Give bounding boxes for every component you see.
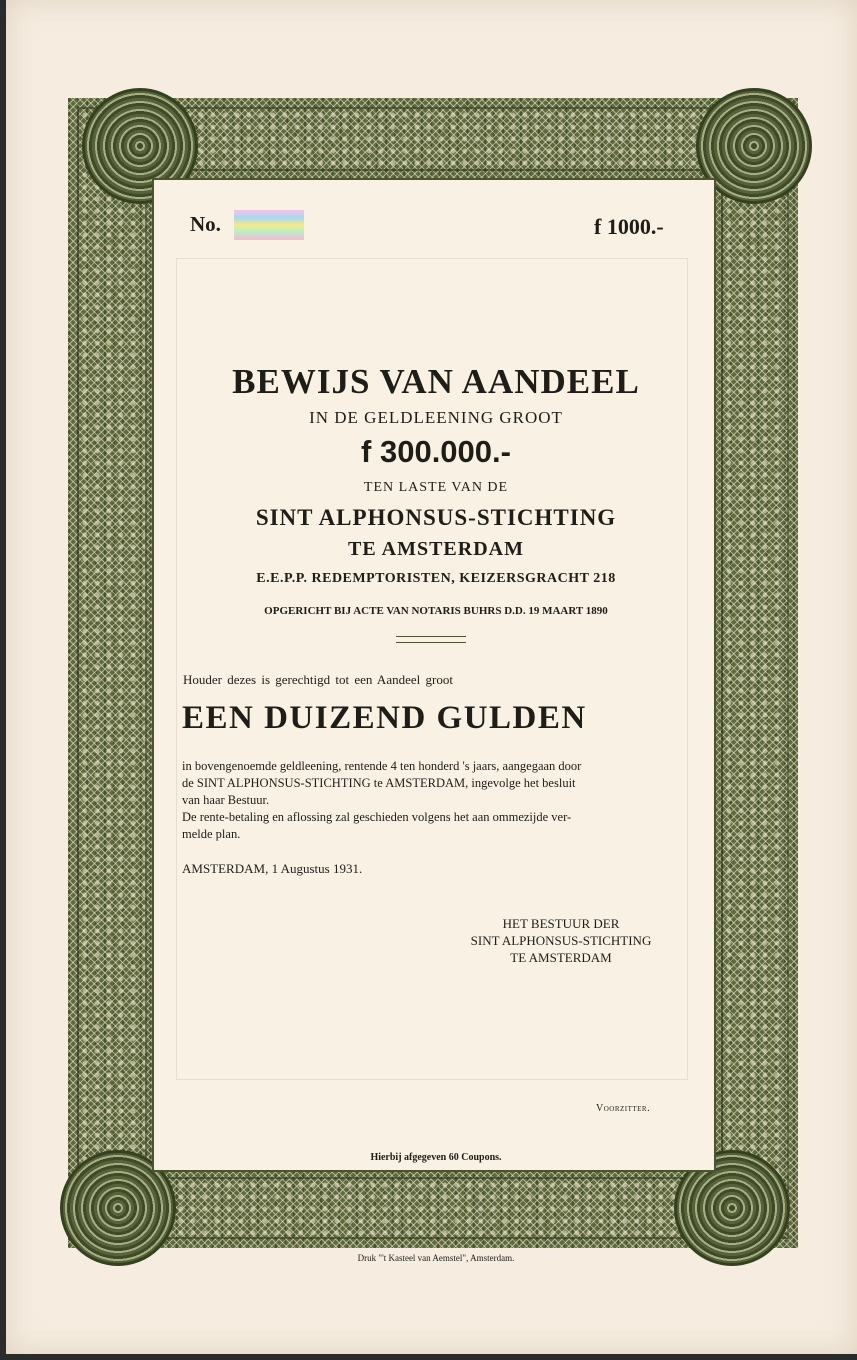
founding-note: OPGERICHT BIJ ACTE VAN NOTARIS BUHRS D.D. 19 MAART 1890	[264, 605, 608, 617]
face-value: f 1000.-	[594, 214, 664, 239]
serial-number-stamp	[234, 210, 304, 240]
body-text	[182, 758, 682, 843]
body-line: De rente-betaling en aflossing zal geschieden volgens het aan ommezijde ver-	[182, 810, 572, 824]
body-line: van haar Bestuur.	[182, 793, 270, 807]
foundation-city: TE AMSTERDAM	[348, 538, 524, 560]
board-line: TE AMSTERDAM	[510, 950, 612, 965]
loan-amount: f 300.000.-	[361, 434, 511, 469]
certificate-subtitle: IN DE GELDLEENING GROOT	[309, 408, 563, 427]
amount-in-words: EEN DUIZEND GULDEN	[182, 700, 587, 736]
body-line: melde plan.	[182, 827, 241, 841]
ornamental-divider	[396, 636, 466, 643]
issue-date: AMSTERDAM, 1 Augustus 1931.	[182, 861, 363, 876]
order-address: E.E.P.P. REDEMPTORISTEN, KEIZERSGRACHT 218	[256, 571, 616, 586]
charge-line: TEN LASTE VAN DE	[363, 480, 509, 495]
chairman-signature-label: Voorzitter.	[596, 1103, 651, 1114]
foundation-name: SINT ALPHONSUS-STICHTING	[255, 505, 617, 530]
body-line: de SINT ALPHONSUS-STICHTING te AMSTERDAM, ingevolge het besluit	[182, 776, 576, 790]
certificate-title: BEWIJS VAN AANDEEL	[232, 362, 640, 401]
body-line: in bovengenoemde geldleening, rentende 4 ten honderd 's jaars, aangegaan door	[182, 759, 582, 773]
board-line: SINT ALPHONSUS-STICHTING	[470, 933, 652, 948]
coupons-note: Hierbij afgegeven 60 Coupons.	[370, 1152, 502, 1163]
certificate-sheet	[6, 0, 857, 1354]
board-line: HET BESTUUR DER	[502, 916, 620, 931]
certificate-number-label: No.	[190, 212, 221, 236]
frame-border-left	[68, 98, 156, 1248]
printer-credit: Druk "'t Kasteel van Aemstel", Amsterdam.	[357, 1253, 515, 1263]
holder-line: Houder dezes is gerechtigd tot een Aandeel groot	[183, 672, 453, 687]
frame-border-right	[712, 98, 798, 1248]
